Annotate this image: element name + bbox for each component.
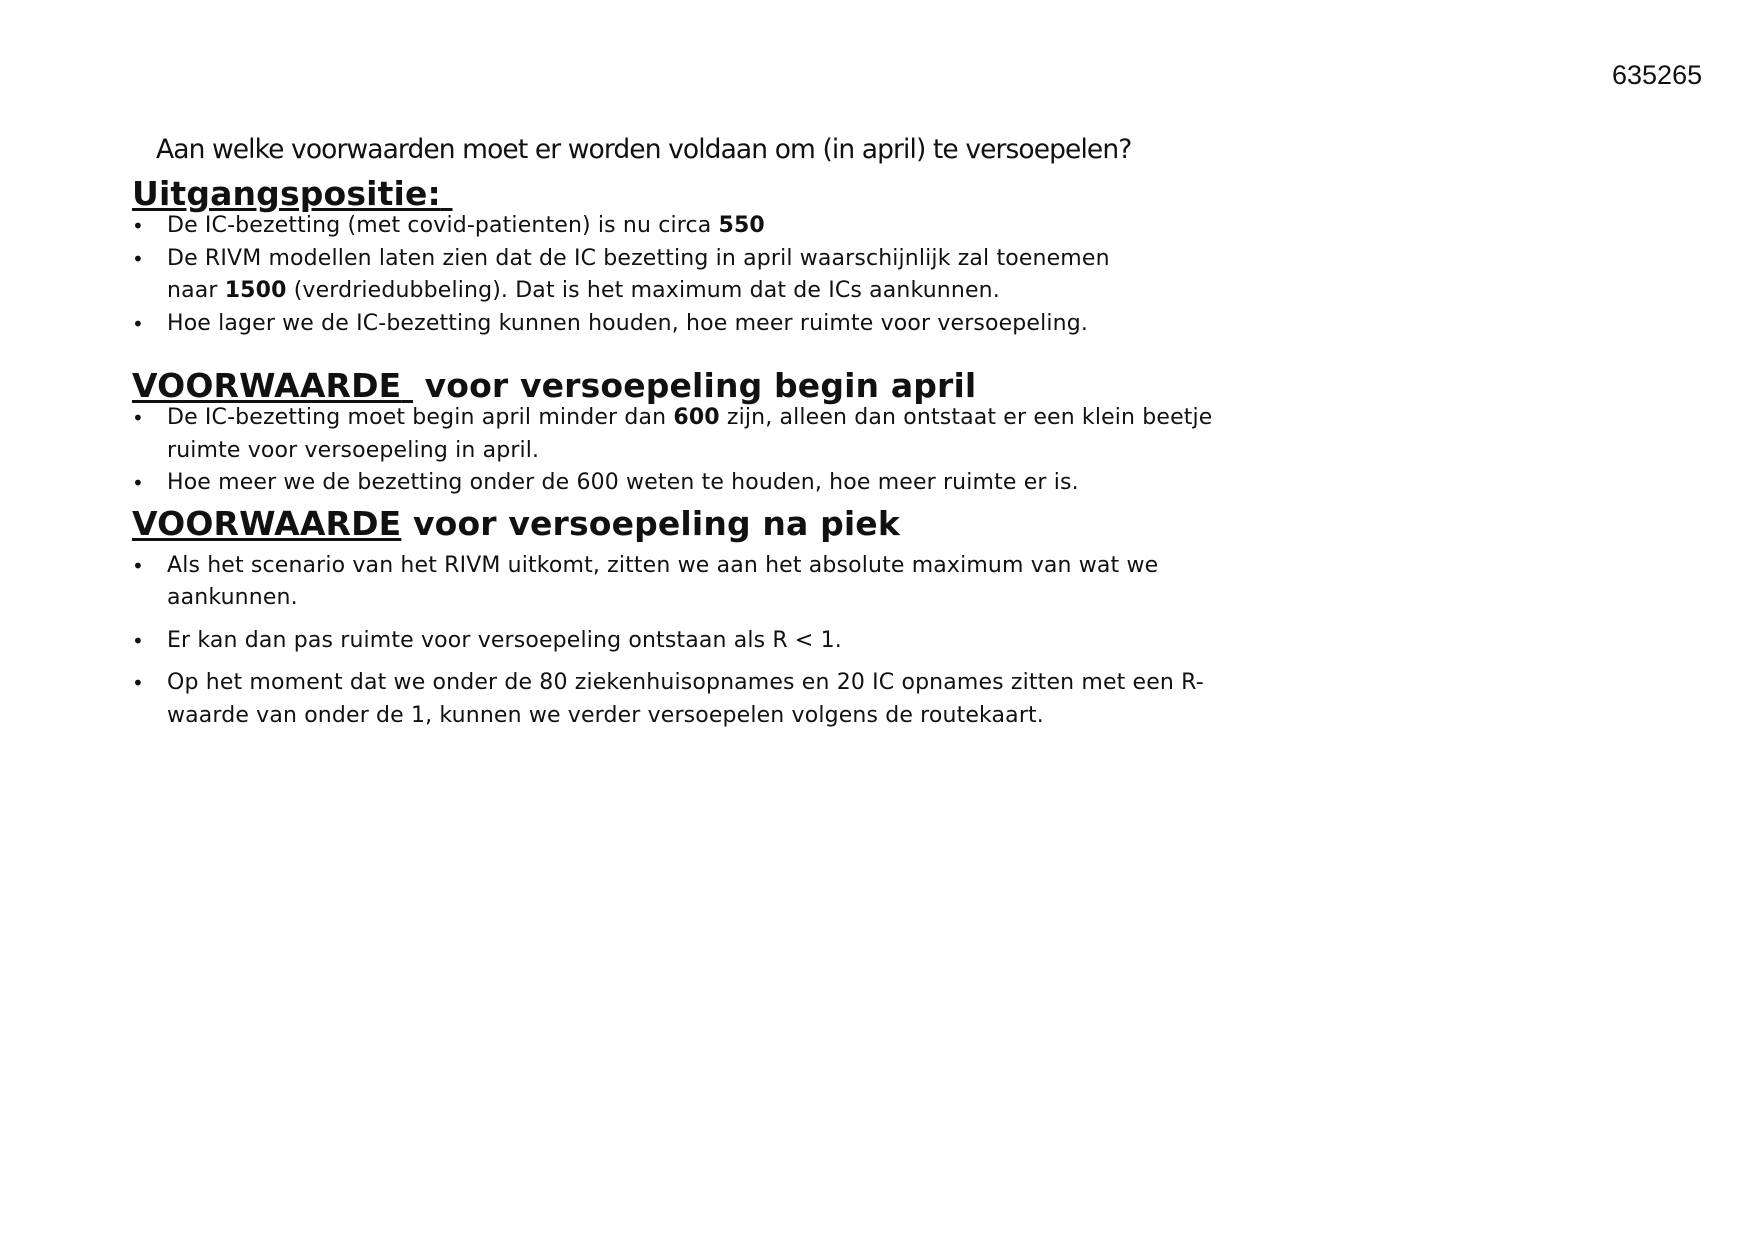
list-item-bold-value: 600	[673, 405, 720, 430]
list-item-text-after: zijn, alleen dan ontstaat er een klein beetje ruimte voor versoepeling in april.	[167, 405, 1213, 463]
list-item	[132, 308, 1292, 341]
bullet-icon: •	[132, 406, 144, 430]
list-item	[132, 550, 1207, 615]
bullet-list	[132, 550, 1292, 733]
document-body	[132, 174, 1292, 732]
section-voorwaarde-begin-april	[132, 366, 1292, 500]
list-item-text: De IC-bezetting (met covid-patienten) is nu circa	[167, 213, 719, 238]
list-item-text: Hoe meer we de bezetting onder de 600 weten te houden, hoe meer ruimte er is.	[167, 470, 1079, 495]
section-heading-rest: voor versoepeling na piek	[401, 503, 900, 543]
list-item-text: Op het moment dat we onder de 80 ziekenhuisopnames en 20 IC opnames zitten met een R-waarde van onder de 1, kunnen we verder versoepelen volgens de routekaart.	[167, 670, 1204, 728]
bullet-icon: •	[132, 246, 144, 271]
section-uitgangspositie	[132, 174, 1292, 340]
document-id-number: 635265	[1612, 60, 1703, 90]
list-item	[132, 402, 1247, 467]
list-item	[132, 243, 1167, 308]
section-heading-rest: voor versoepeling begin april	[412, 366, 977, 405]
list-item-text: De RIVM modellen laten zien dat de IC bezetting in april waarschijnlijk zal toenemen naar	[167, 245, 1110, 303]
section-voorwaarde-na-piek	[132, 503, 1292, 733]
section-heading-underlined: VOORWAARDE	[132, 503, 402, 543]
list-item-text: Als het scenario van het RIVM uitkomt, zitten we aan het absolute maximum van wat we aankunnen.	[167, 552, 1159, 610]
section-heading-underlined: Uitgangspositie:	[132, 174, 441, 213]
list-item	[132, 467, 1292, 500]
list-item	[132, 625, 1292, 658]
bullet-icon: •	[132, 214, 144, 238]
bullet-list	[132, 402, 1292, 500]
list-item	[132, 667, 1267, 732]
section-heading	[132, 174, 1292, 213]
list-item-bold-value: 1500	[224, 278, 287, 303]
bullet-icon: •	[132, 671, 144, 695]
section-heading	[132, 366, 1292, 405]
section-heading	[132, 503, 1292, 543]
list-item-bold-value: 550	[718, 213, 765, 238]
list-item-text: De IC-bezetting moet begin april minder dan	[167, 405, 674, 430]
bullet-icon: •	[132, 553, 144, 578]
section-heading-underlined: VOORWAARDE	[132, 366, 402, 405]
bullet-icon: •	[132, 628, 144, 653]
list-item-text: Hoe lager we de IC-bezetting kunnen houden, hoe meer ruimte voor versoepeling.	[167, 310, 1088, 336]
page-title: Aan welke voorwaarden moet er worden voldaan om (in april) te versoepelen?	[156, 134, 1132, 165]
list-item-text: Er kan dan pas ruimte voor versoepeling ontstaan als R < 1.	[167, 627, 842, 653]
bullet-icon: •	[132, 311, 144, 336]
bullet-list	[132, 210, 1292, 340]
bullet-icon: •	[132, 471, 144, 495]
list-item	[132, 210, 1292, 243]
list-item-text-after: (verdriedubbeling). Dat is het maximum dat de ICs aankunnen.	[286, 278, 1000, 303]
